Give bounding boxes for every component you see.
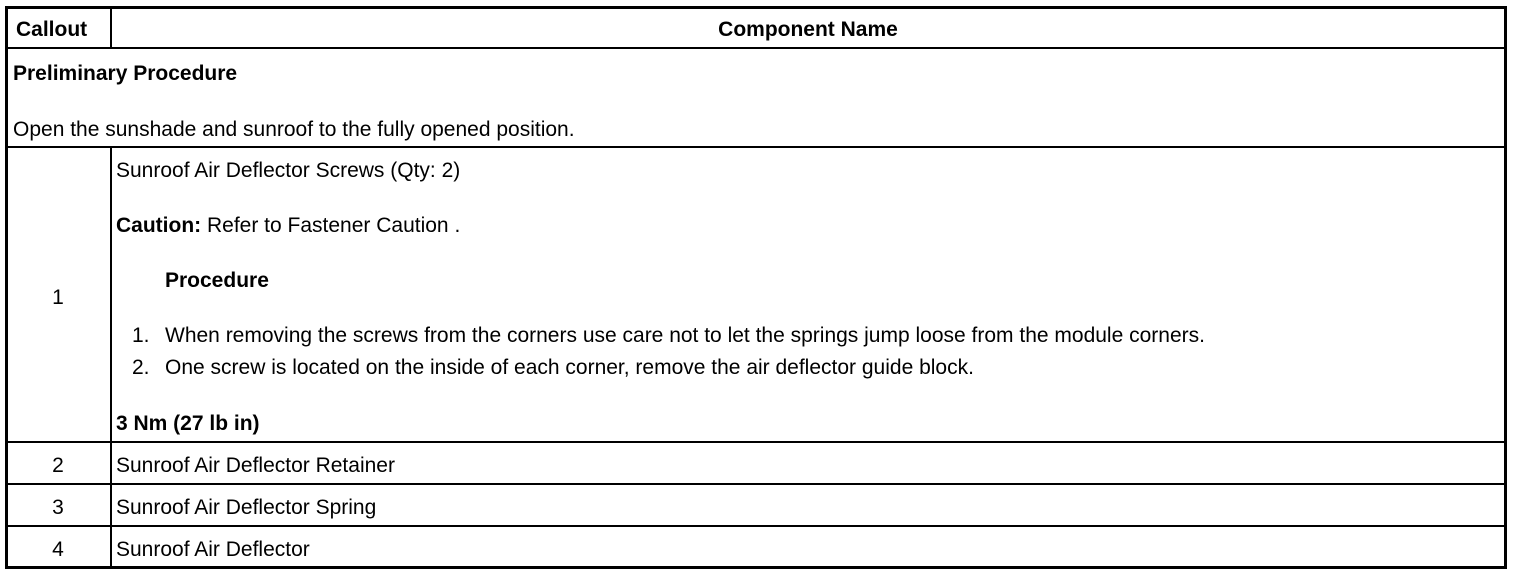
- procedure-title: Procedure: [165, 269, 269, 292]
- row-2-name: Sunroof Air Deflector Retainer: [116, 454, 395, 477]
- preliminary-instruction: Open the sunshade and sunroof to the fully opened position.: [13, 118, 575, 141]
- caution-label: Caution:: [116, 214, 202, 237]
- component-table: [5, 6, 1507, 569]
- header-callout: Callout: [16, 18, 88, 41]
- row-4-callout: 4: [52, 538, 64, 561]
- step-1-text: When removing the screws from the corners use care not to let the springs jump loose from the module corners.: [165, 324, 1205, 347]
- header-column-divider: [110, 9, 112, 47]
- header-component-name: Component Name: [718, 18, 898, 41]
- caution-text: Refer to Fastener Caution .: [201, 214, 461, 237]
- row-1-callout: 1: [52, 286, 64, 309]
- step-2-number: 2.: [132, 356, 150, 379]
- body-column-divider: [110, 146, 112, 566]
- row-3-callout: 3: [52, 496, 64, 519]
- row-3-divider: [8, 525, 1504, 527]
- row-1-divider: [8, 441, 1504, 443]
- row-2-callout: 2: [52, 454, 64, 477]
- row-4-name: Sunroof Air Deflector: [116, 538, 310, 561]
- step-2-text: One screw is located on the inside of each corner, remove the air deflector guide block.: [165, 356, 974, 379]
- row-1-caution: [116, 214, 460, 238]
- torque-spec: 3 Nm (27 lb in): [116, 412, 260, 435]
- row-3-name: Sunroof Air Deflector Spring: [116, 496, 377, 519]
- preliminary-divider: [8, 146, 1504, 148]
- row-1-name: Sunroof Air Deflector Screws (Qty: 2): [116, 159, 461, 182]
- row-2-divider: [8, 483, 1504, 485]
- step-1-number: 1.: [132, 324, 150, 347]
- preliminary-title: Preliminary Procedure: [13, 62, 238, 85]
- header-divider: [8, 47, 1504, 49]
